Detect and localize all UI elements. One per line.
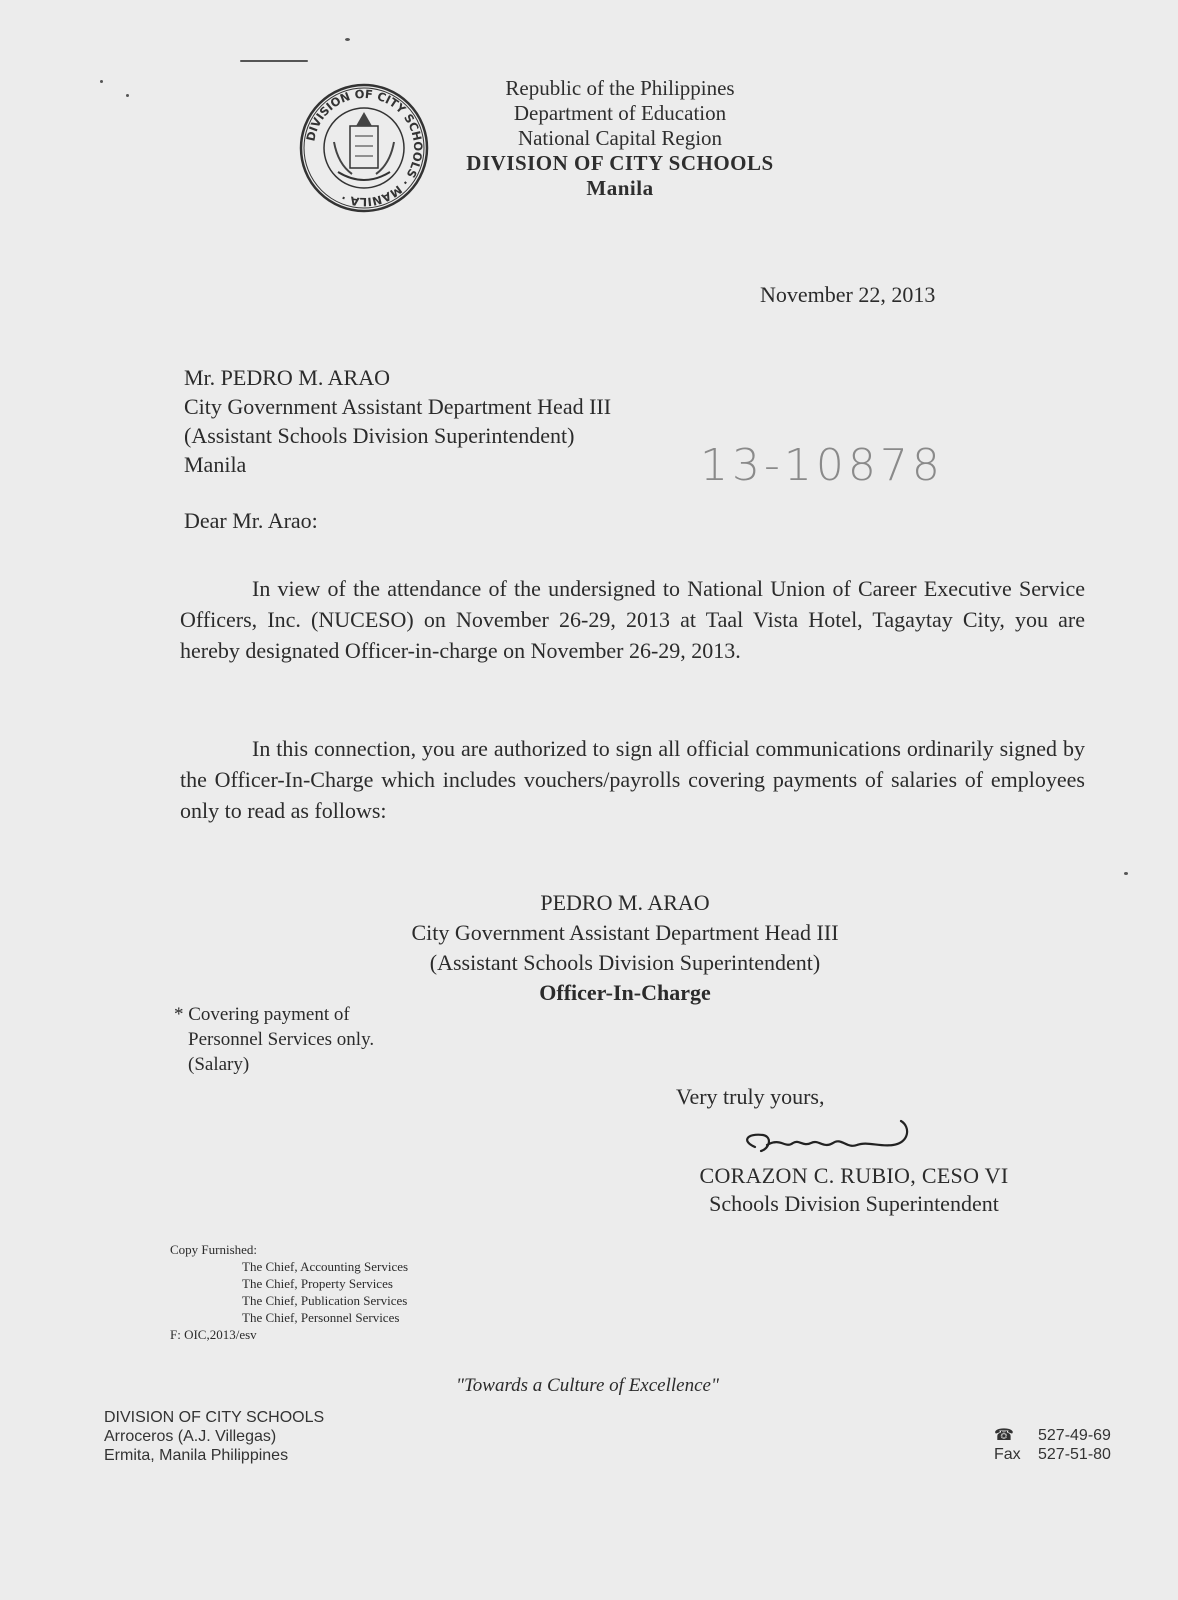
motto: "Towards a Culture of Excellence" bbox=[456, 1375, 719, 1396]
body-paragraph-2 bbox=[180, 733, 1085, 826]
reference-number-stamp: 13-10878 bbox=[700, 440, 944, 491]
cc-item: The Chief, Personnel Services bbox=[242, 1310, 400, 1325]
letterhead bbox=[440, 76, 800, 201]
footer-phone: 527-49-69 bbox=[1038, 1427, 1111, 1444]
footer-address-line: Arroceros (A.J. Villegas) bbox=[104, 1428, 277, 1445]
signatory-title: Schools Division Superintendent bbox=[709, 1191, 999, 1216]
copy-furnished bbox=[170, 1241, 408, 1343]
oic-role: Officer-In-Charge bbox=[539, 980, 711, 1005]
oic-title: City Government Assistant Department Head III bbox=[411, 920, 839, 945]
note-line-1: * Covering payment of bbox=[174, 1004, 350, 1025]
footer-fax: 527-51-80 bbox=[1038, 1446, 1111, 1463]
footer-address-line: Ermita, Manila Philippines bbox=[104, 1447, 289, 1464]
addressee-title: City Government Assistant Department Head III bbox=[184, 394, 612, 419]
letterhead-republic: Republic of the Philippines bbox=[505, 76, 735, 100]
copy-furnished-label: Copy Furnished: bbox=[170, 1242, 258, 1257]
letterhead-region: National Capital Region bbox=[517, 126, 723, 150]
file-reference: F: OIC,2013/esv bbox=[170, 1327, 257, 1342]
coverage-note bbox=[174, 1002, 374, 1077]
division-seal-logo bbox=[298, 82, 430, 214]
scan-speck bbox=[100, 80, 103, 83]
body-paragraph-2-text: In this connection, you are authorized to sign all official communications ordinarily signed by the Officer-In-Charge which includes vouchers/payrolls covering payments of salaries of employees only to read as follows: bbox=[180, 736, 1085, 823]
addressee-block bbox=[184, 363, 611, 479]
fax-label: Fax bbox=[994, 1446, 1021, 1463]
footer-phone-row bbox=[994, 1426, 1111, 1445]
seal-text: DIVISION OF CITY SCHOOLS · MANILA · bbox=[303, 86, 426, 210]
footer-contact bbox=[994, 1426, 1111, 1464]
salutation: Dear Mr. Arao: bbox=[184, 508, 318, 533]
scan-mark bbox=[240, 60, 308, 62]
note-line-2: Personnel Services only. bbox=[188, 1029, 375, 1050]
signatory-block bbox=[674, 1162, 1034, 1218]
footer-address bbox=[104, 1408, 324, 1465]
letter-date: November 22, 2013 bbox=[760, 282, 936, 307]
letterhead-division: DIVISION OF CITY SCHOOLS bbox=[466, 151, 774, 175]
handwritten-signature bbox=[733, 1115, 923, 1163]
letterhead-city: Manila bbox=[586, 176, 654, 200]
scan-speck bbox=[1124, 872, 1128, 875]
body-paragraph-1-text: In view of the attendance of the undersigned to National Union of Career Executive Service Officers, Inc. (NUCESO) on November 26-29, 2013 at Taal Vista Hotel, Tagaytay City, you are hereby designated Officer-in-charge on November 26-29, 2013. bbox=[180, 576, 1085, 663]
footer-address-line: DIVISION OF CITY SCHOOLS bbox=[104, 1409, 325, 1426]
phone-icon: ☎ bbox=[994, 1427, 1014, 1444]
oic-subtitle: (Assistant Schools Division Superintendent) bbox=[429, 950, 821, 975]
signatory-name: CORAZON C. RUBIO, CESO VI bbox=[699, 1163, 1009, 1188]
cc-item: The Chief, Property Services bbox=[242, 1276, 393, 1291]
addressee-city: Manila bbox=[184, 452, 247, 477]
oic-name: PEDRO M. ARAO bbox=[540, 890, 710, 915]
scan-speck bbox=[345, 38, 350, 41]
scan-speck bbox=[126, 94, 129, 97]
cc-item: The Chief, Accounting Services bbox=[242, 1259, 409, 1274]
note-line-3: (Salary) bbox=[188, 1054, 250, 1075]
addressee-name: Mr. PEDRO M. ARAO bbox=[184, 365, 390, 390]
cc-item: The Chief, Publication Services bbox=[242, 1293, 408, 1308]
addressee-subtitle: (Assistant Schools Division Superintendent) bbox=[184, 423, 575, 448]
closing: Very truly yours, bbox=[676, 1084, 825, 1109]
body-paragraph-1 bbox=[180, 573, 1085, 666]
oic-signature-format bbox=[360, 888, 890, 1008]
footer-fax-row bbox=[994, 1445, 1111, 1464]
letterhead-department: Department of Education bbox=[513, 101, 727, 125]
